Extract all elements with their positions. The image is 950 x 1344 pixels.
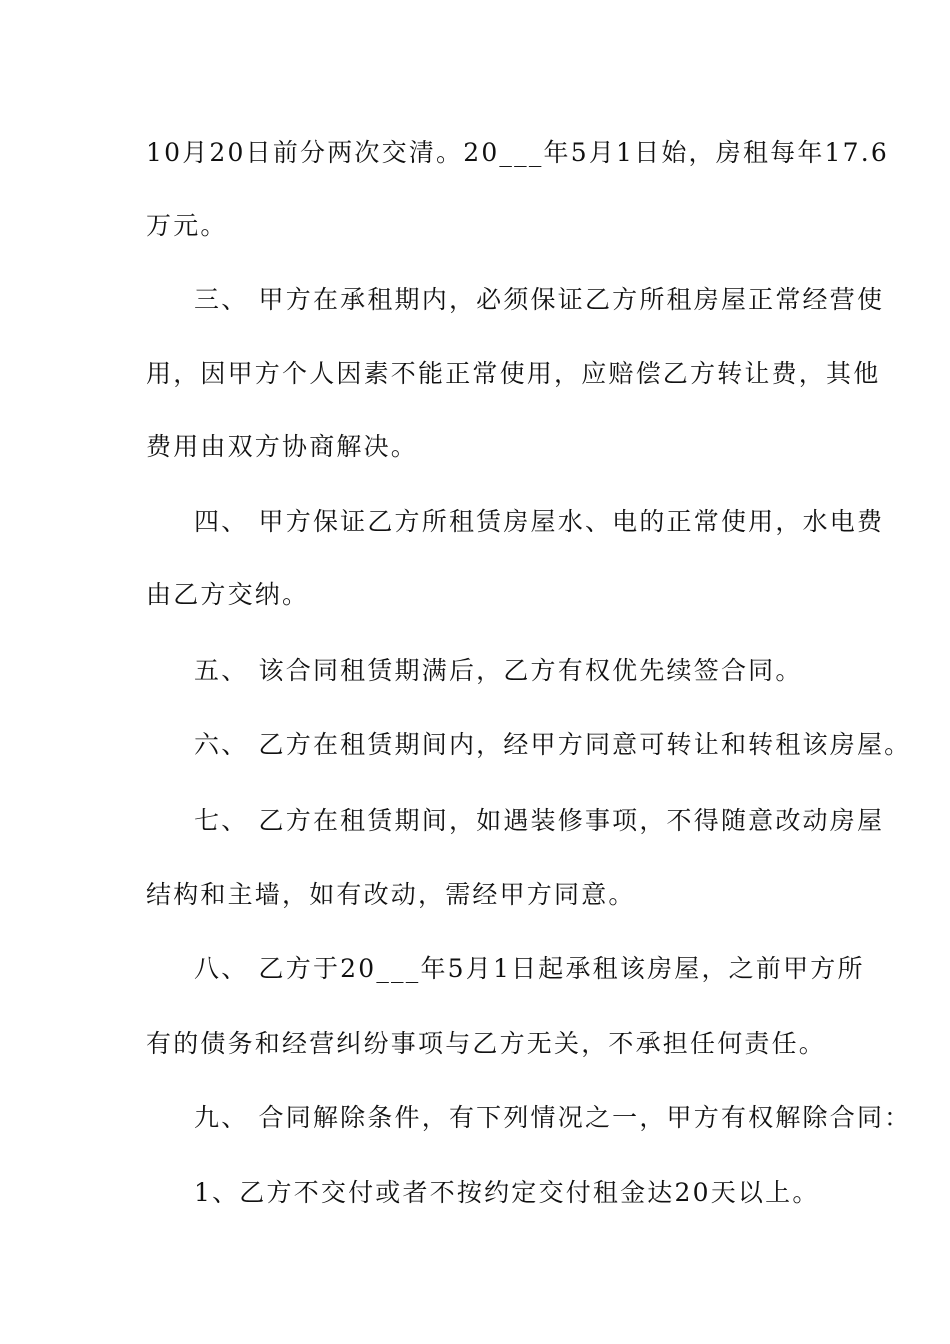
paragraph-line: 有的债务和经营纠纷事项与乙方无关，不承担任何责任。 xyxy=(146,1029,827,1058)
clause-7-line: 七、 乙方在租赁期间，如遇装修事项，不得随意改动房屋 xyxy=(194,806,885,835)
paragraph-line: 万元。 xyxy=(146,211,228,240)
clause-9-line: 九、 合同解除条件，有下列情况之一，甲方有权解除合同： xyxy=(194,1103,912,1132)
clause-6-line: 六、 乙方在租赁期间内，经甲方同意可转让和转租该房屋。 xyxy=(194,730,912,759)
paragraph-line: 费用由双方协商解决。 xyxy=(146,432,419,461)
clause-5-line: 五、 该合同租赁期满后，乙方有权优先续签合同。 xyxy=(194,656,803,685)
clause-4-line: 四、 甲方保证乙方所租赁房屋水、电的正常使用，水电费 xyxy=(194,507,885,536)
clause-3-line: 三、 甲方在承租期内，必须保证乙方所租房屋正常经营使 xyxy=(194,285,885,314)
clause-8-line: 八、 乙方于20___年5月1日起承租该房屋，之前甲方所 xyxy=(194,954,865,983)
paragraph-line: 由乙方交纳。 xyxy=(146,580,310,609)
paragraph-line: 结构和主墙，如有改动，需经甲方同意。 xyxy=(146,880,636,909)
paragraph-line: 用，因甲方个人因素不能正常使用，应赔偿乙方转让费，其他 xyxy=(146,359,881,388)
sub-item-1-line: 1、乙方不交付或者不按约定交付租金达20天以上。 xyxy=(194,1178,820,1207)
paragraph-line: 10月20日前分两次交清。20___年5月1日始，房租每年17.6 xyxy=(146,138,890,167)
